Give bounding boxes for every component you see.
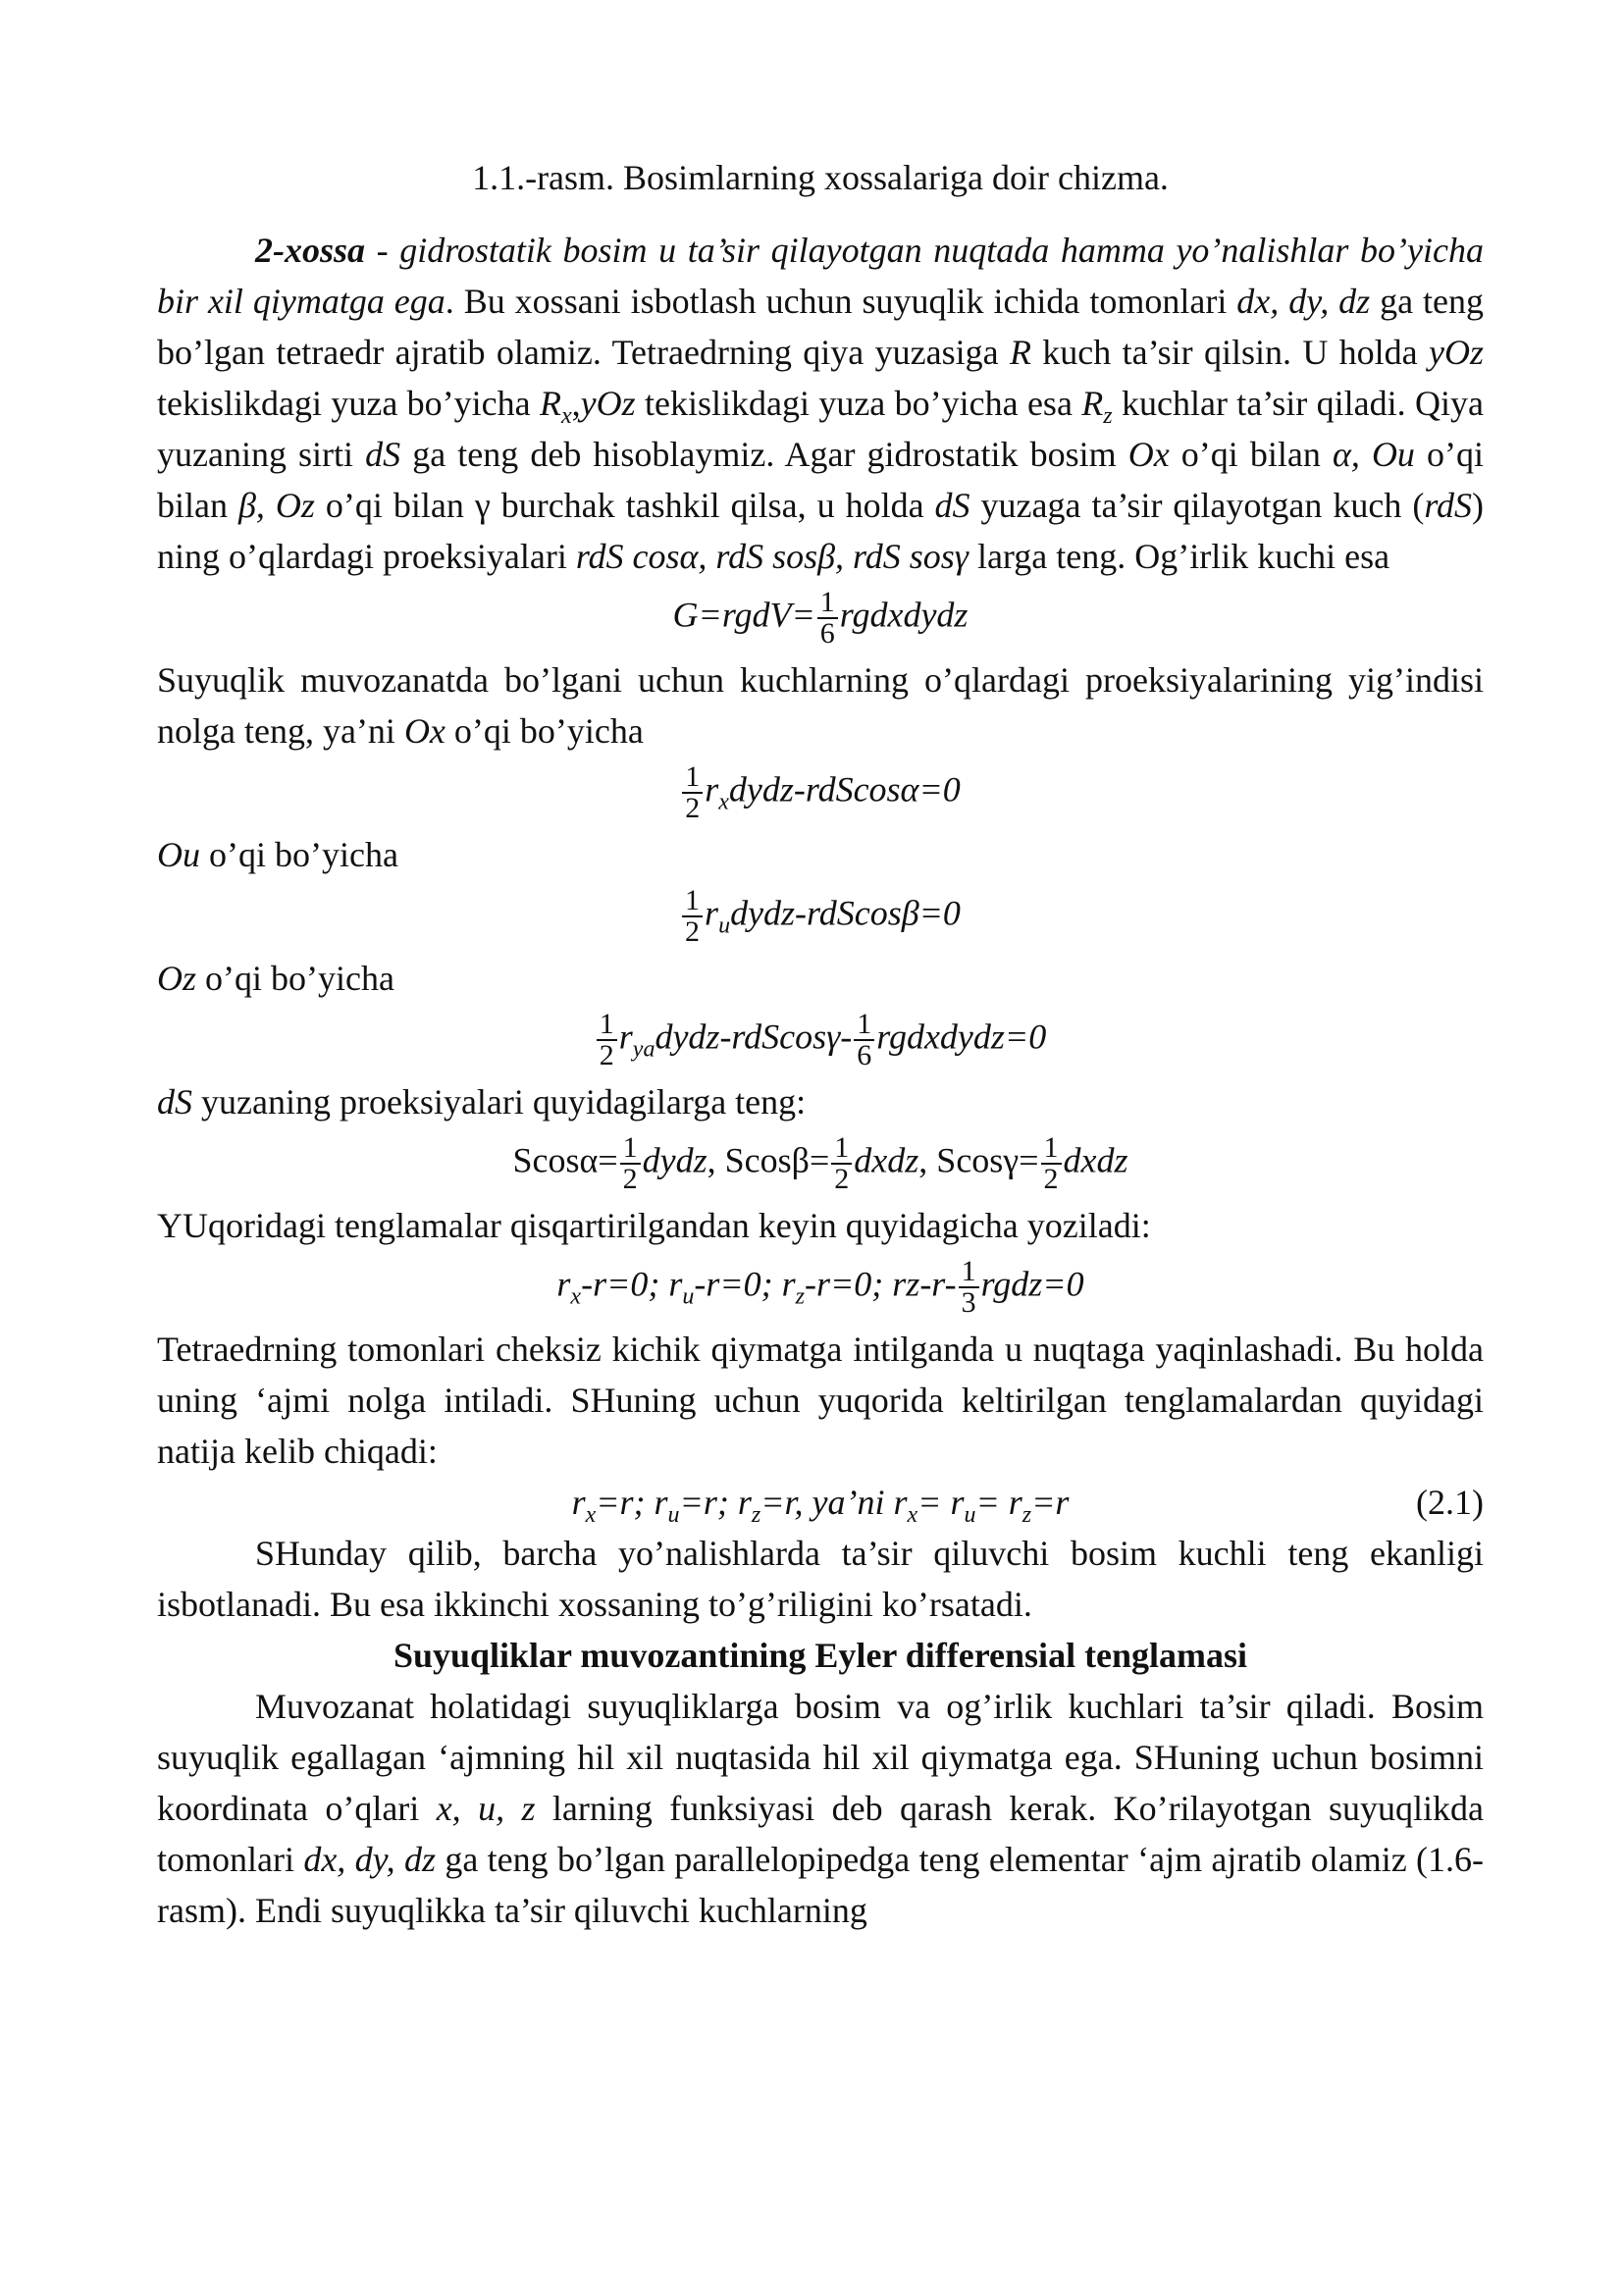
math-run: Oz: [275, 486, 315, 525]
math-run: Oz: [157, 959, 197, 998]
fraction: [817, 588, 838, 649]
math-run: x, u, z: [436, 1789, 536, 1828]
fraction-numerator: 1: [597, 1010, 617, 1041]
subscript: u: [964, 1502, 976, 1529]
equation-text: =r, ya’ni: [760, 1483, 894, 1522]
equation-text: r: [893, 1483, 908, 1522]
fraction: [831, 1133, 852, 1194]
text-run: ,: [571, 384, 581, 423]
equation-text: r: [618, 1017, 633, 1057]
text-run: Suyuqlik muvozanatda bo’lgani uchun kuchlarning o’qlardagi proeksiyalarining yig’indisi nolga teng, ya’ni: [157, 660, 1484, 751]
euler-intro-paragraph: [157, 1681, 1484, 1936]
equation-ox: [157, 762, 1484, 823]
equation-text: r: [654, 1483, 668, 1522]
fraction-numerator: 1: [682, 886, 703, 917]
yuqoridagi-paragraph: YUqoridagi tenglamalar qisqartirilgandan keyin quyidagicha yoziladi:: [157, 1206, 1151, 1245]
fraction-numerator: 1: [1041, 1133, 1062, 1165]
text-run: Muvozanat holatidagi suyuqliklarga bosim va og’irlik kuchlari ta’sir qiladi. Bosim suyuqlik egallagan ‘ajmning hil xil nuqtasida hil xil qiymatga ega. SHuning uchun bosimni koordinata o’qlari: [157, 1687, 1484, 1828]
equation-text: dydz-rdScosβ=0: [730, 893, 961, 933]
text-run: yuzaga ta’sir qilayotgan kuch (: [969, 486, 1425, 525]
text-run: kuchlar ta’sir qiladi. Qiya yuzaning sirti: [157, 384, 1484, 474]
equation-text: r: [737, 1483, 752, 1522]
equation-text: dxdz: [1063, 1140, 1128, 1180]
math-run: Ox: [1127, 435, 1170, 474]
equation-text: dxdz: [854, 1140, 919, 1180]
tetraedr-paragraph: Tetraedrning tomonlari cheksiz kichik qiymatga intilganda u nuqtaga yaqinlashadi. Bu holda uning ‘ajmi nolga intiladi. SHuning uchun yuqorida keltirilgan tenglamalardan quyidagi natija kelib chiqadi:: [157, 1330, 1484, 1471]
fraction-denominator: 2: [685, 792, 701, 824]
subscript: x: [585, 1502, 597, 1529]
fraction-denominator: 6: [857, 1039, 872, 1071]
property-2-paragraph: [157, 225, 1484, 582]
text-run: . Bu xossani isbotlash uchun suyuqlik ichida tomonlari: [445, 282, 1237, 321]
math-run: R: [1009, 333, 1031, 372]
equation-text: =: [917, 1483, 951, 1522]
fraction-numerator: 1: [854, 1010, 874, 1041]
subscript: x: [718, 789, 729, 815]
text-run: [1360, 435, 1372, 474]
equation-2-1: [157, 1477, 1484, 1528]
fraction: [597, 1010, 617, 1070]
property-label: 2-xossa: [255, 231, 366, 270]
text-run: o’qi bo’yicha: [200, 835, 398, 874]
fraction: [1041, 1133, 1062, 1194]
equation-text: dydz: [642, 1140, 707, 1180]
text-run: o’qi bilan: [1169, 435, 1333, 474]
ou-axis-label: [157, 829, 1484, 880]
subscript: u: [682, 1283, 695, 1310]
equation-text: r: [781, 1264, 796, 1304]
math-run: dS: [365, 435, 401, 474]
equation-text: r: [1008, 1483, 1022, 1522]
equation-ou: [157, 886, 1484, 947]
subscript: z: [795, 1283, 806, 1310]
equation-text: -r=0; rz-r-: [805, 1264, 957, 1304]
balance-paragraph: [157, 654, 1484, 757]
text-run: ga teng bo’lgan tetraedr ajratib olamiz. Tetraedrning qiya yuzasiga: [157, 282, 1485, 372]
text-run: larga teng. Og’irlik kuchi esa: [968, 537, 1390, 576]
equation-text: r: [556, 1264, 571, 1304]
equation-text: =r;: [596, 1483, 655, 1522]
equation-text: r: [950, 1483, 965, 1522]
text-run: ga teng deb hisoblaymiz. Agar gidrostatik bosim: [400, 435, 1128, 474]
fraction-denominator: 2: [622, 1163, 638, 1195]
text-run: yuzaning proeksiyalari quyidagilarga teng:: [192, 1082, 807, 1122]
fraction-numerator: 1: [817, 588, 838, 619]
ds-projections-paragraph: [157, 1076, 1484, 1127]
fraction-denominator: 3: [961, 1286, 976, 1319]
equation-text: r: [571, 1483, 586, 1522]
equation-text: =: [975, 1483, 1009, 1522]
equation-reduced: [157, 1257, 1484, 1318]
equation-text: G=rgdV=: [672, 595, 815, 635]
section-heading: Suyuqliklar muvozantining Eyler differensial tenglamasi: [393, 1636, 1248, 1675]
subscript: z: [751, 1502, 761, 1529]
math-run: dS: [157, 1082, 192, 1122]
equation-text: rgdxdydz=0: [876, 1017, 1047, 1057]
math-run: dS: [934, 486, 970, 525]
math-run: dx, dy, dz: [303, 1840, 436, 1879]
subscript: z: [1103, 403, 1113, 430]
subscript: x: [907, 1502, 918, 1529]
math-run: β,: [237, 486, 265, 525]
fraction-numerator: 1: [831, 1133, 852, 1165]
fraction: [854, 1010, 874, 1070]
math-run: Ou: [157, 835, 200, 874]
fraction-denominator: 2: [599, 1039, 614, 1071]
fraction: [959, 1257, 979, 1318]
math-run: R: [539, 384, 561, 423]
oz-axis-label: [157, 953, 1484, 1004]
text-run: ) ning o’qlardagi proeksiyalari: [157, 486, 1484, 576]
equation-s-projections: [157, 1133, 1484, 1194]
equation-text: r: [668, 1264, 683, 1304]
fraction: [682, 886, 703, 947]
equation-gravity: [157, 588, 1484, 649]
figure-caption: 1.1.-rasm. Bosimlarning xossalariga doir chizma.: [472, 158, 1169, 197]
subscript: u: [667, 1502, 680, 1529]
fraction-denominator: 2: [685, 915, 701, 948]
math-run: R: [1081, 384, 1104, 423]
fraction-denominator: 2: [1043, 1163, 1059, 1195]
math-run: yOz: [1429, 333, 1484, 372]
subscript: x: [570, 1283, 582, 1310]
equation-oz: [157, 1010, 1484, 1070]
equation-text: Scosα=: [512, 1140, 618, 1180]
fraction-numerator: 1: [959, 1257, 979, 1288]
equation-text: dydz-rdScosα=0: [728, 769, 961, 809]
equation-text: dydz-rdScosγ-: [655, 1017, 853, 1057]
text-run: tekislikdagi yuza bo’yicha: [157, 384, 540, 423]
equation-text: rgdz=0: [980, 1264, 1084, 1304]
text-run: [265, 486, 276, 525]
math-run: rdS cosα, rdS sosβ, rdS sosγ: [575, 537, 969, 576]
subscript: z: [1022, 1502, 1032, 1529]
subscript: x: [560, 403, 572, 430]
math-run: Ox: [403, 711, 445, 751]
equation-text: -r=0;: [581, 1264, 669, 1304]
shunday-paragraph: SHunday qilib, barcha yo’nalishlarda ta’sir qiluvchi bosim kuchli teng ekanligi isbotlanadi. Bu esa ikkinchi xossaning to’g’riligini ko’rsatadi.: [157, 1534, 1484, 1624]
math-run: yOz: [580, 384, 636, 423]
equation-text: r: [705, 893, 719, 933]
text-run: tekislikdagi yuza bo’yicha esa: [635, 384, 1082, 423]
text-run: o’qi bilan γ burchak tashkil qilsa, u holda: [314, 486, 935, 525]
fraction-denominator: 2: [834, 1163, 850, 1195]
fraction: [682, 762, 703, 823]
text-run: ga teng bo’lgan parallelopipedga teng elementar ‘ajm ajratib olamiz (1.6-rasm). Endi suyuqlikka ta’sir qiluvchi kuchlarning: [157, 1840, 1484, 1930]
fraction-denominator: 6: [819, 617, 835, 650]
equation-text: , Scosγ=: [918, 1140, 1039, 1180]
text-run: o’qi bo’yicha: [445, 711, 644, 751]
subscript: ya: [632, 1036, 655, 1063]
text-run: o’qi bilan: [157, 435, 1485, 525]
page-content: [157, 152, 1484, 1936]
math-run: dx, dy, dz: [1236, 282, 1371, 321]
equation-text: =r;: [679, 1483, 738, 1522]
math-run: Ou: [1371, 435, 1415, 474]
subscript: u: [718, 913, 731, 939]
fraction-numerator: 1: [620, 1133, 641, 1165]
equation-text: r: [705, 769, 719, 809]
equation-text: rgdxdydz: [839, 595, 969, 635]
text-run: o’qi bo’yicha: [196, 959, 394, 998]
math-run: α,: [1332, 435, 1360, 474]
equation-text: -r=0;: [694, 1264, 782, 1304]
equation-number: (2.1): [1416, 1483, 1484, 1522]
text-run: kuch ta’sir qilsin. U holda: [1030, 333, 1429, 372]
math-run: rdS: [1424, 486, 1472, 525]
text-run: larning funksiyasi deb qarash kerak. Ko’rilayotgan suyuqlikda tomonlari: [157, 1789, 1484, 1879]
property-statement: - gidrostatik bosim u ta’sir qilayotgan nuqtada hamma yo’nalishlar bo’yicha bir xil qiymatga ega: [157, 231, 1484, 321]
fraction-numerator: 1: [682, 762, 703, 794]
fraction: [620, 1133, 641, 1194]
equation-text: =r: [1031, 1483, 1070, 1522]
equation-text: , Scosβ=: [707, 1140, 830, 1180]
